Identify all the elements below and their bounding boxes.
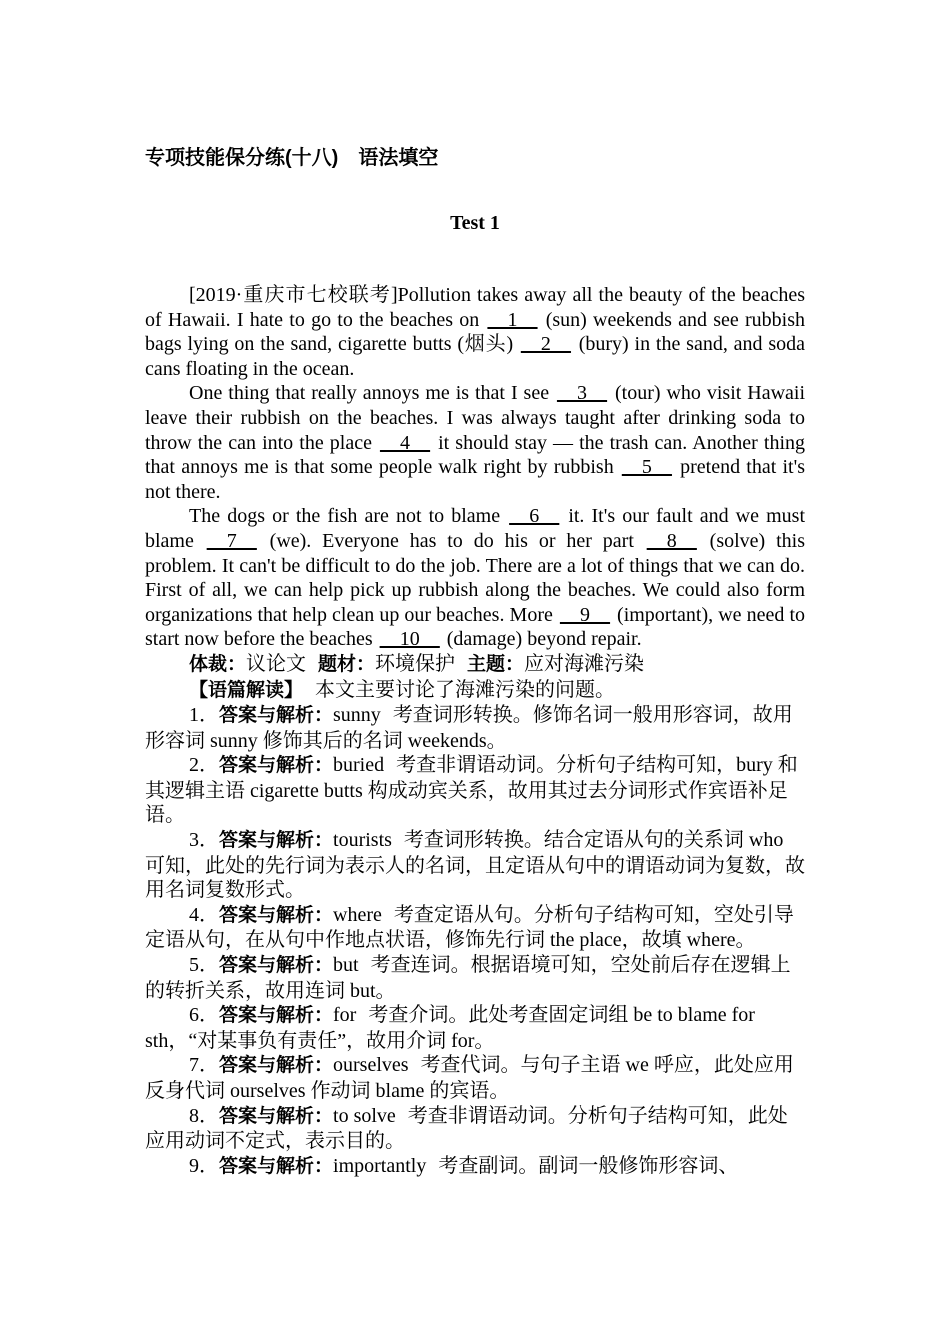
passage-text: it should stay — the trash can. Another thing that annoys me is that some people walk right by rubbish xyxy=(145,431,806,479)
theme-label: 主题： xyxy=(467,653,525,675)
passage-text: pretend that it's not there. xyxy=(145,456,805,503)
answer-item xyxy=(145,1154,805,1180)
answer-explanation: 考查非谓语动词。分析句子结构可知，bury 和其逻辑主语 cigarette butts 构成动宾关系，故用其过去分词形式作宾语补足语。 xyxy=(145,754,798,827)
blank-4: __4__ xyxy=(380,431,431,454)
answer-item xyxy=(145,753,805,828)
blank-5: __5__ xyxy=(621,456,672,479)
passage-text: [2019·重庆市七校联考]Pollution takes away all the beauty of the beaches of Hawaii. I hate to go to the beaches on xyxy=(145,284,805,331)
genre-value: 议论文 xyxy=(246,652,307,675)
passage-text: (important), we need to start now before the beaches xyxy=(145,603,806,651)
answer-explanation: 考查代词。与句子主语 we 呼应，此处应用反身代词 ourselves 作动词 blame 的宾语。 xyxy=(145,1054,794,1102)
answer-list xyxy=(145,703,805,1179)
answer-number: 7． xyxy=(189,1054,219,1077)
passage-text: (we). Everyone has to do his or her part xyxy=(258,529,645,552)
answer-label: 答案与解析： xyxy=(219,755,334,777)
answer-explanation: 考查连词。根据语境可知，空处前后存在逻辑上的转折关系，故用连词 but。 xyxy=(145,954,791,1002)
blank-10: __10__ xyxy=(379,628,440,651)
answer-explanation: 考查非谓语动词。分析句子结构可知，此处应用动词不定式，表示目的。 xyxy=(145,1104,788,1153)
answer-item xyxy=(145,903,805,953)
blank-9: __9__ xyxy=(559,603,610,626)
answer-value: importantly xyxy=(333,1154,427,1177)
passage-paragraph-3 xyxy=(145,504,805,652)
answer-explanation: 考查词形转换。修饰名词一般用形容词，故用形容词 sunny 修饰其后的名词 weekends。 xyxy=(145,704,793,752)
blank-2: __2__ xyxy=(520,333,571,356)
blank-7: __7__ xyxy=(206,529,257,552)
answer-item xyxy=(145,703,805,753)
test-heading: Test 1 xyxy=(450,212,500,234)
answer-value: where xyxy=(333,903,382,926)
answer-item xyxy=(145,1053,805,1103)
answer-item xyxy=(145,828,805,903)
answer-explanation: 考查定语从句。分析句子结构可知，空处引导定语从句，在从句中作地点状语，修饰先行词 the place，故填 where。 xyxy=(145,903,794,952)
reading-text: 本文主要讨论了海滩污染的问题。 xyxy=(315,678,616,701)
answer-number: 3． xyxy=(189,829,219,852)
answer-number: 5． xyxy=(189,954,219,977)
answer-value: tourists xyxy=(333,829,392,852)
answer-explanation: 考查介词。此处考查固定词组 be to blame for sth，“对某事负有责任”，故用介词 for。 xyxy=(145,1004,755,1052)
answer-value: buried xyxy=(333,754,385,777)
answer-label: 答案与解析： xyxy=(219,1005,334,1027)
genre-label: 体裁： xyxy=(189,653,247,675)
answer-explanation: 考查词形转换。结合定语从句的关系词 who 可知，此处的先行词为表示人的名词，且定语从句中的谓语动词为复数，故用名词复数形式。 xyxy=(145,829,805,902)
answer-value: sunny xyxy=(333,704,381,727)
passage-text: One thing that really annoys me is that I see xyxy=(189,382,556,405)
passage-text: (tour) who visit Hawaii leave their rubbish on the beaches. I was always taught after drinking soda to throw the can into the place xyxy=(145,382,805,454)
answer-label: 答案与解析： xyxy=(219,1055,334,1077)
answer-number: 4． xyxy=(189,903,219,926)
passage-paragraph-2 xyxy=(145,381,805,504)
answer-explanation: 考查副词。副词一般修饰形容词、 xyxy=(438,1154,739,1177)
passage-text: it. It's our fault and we must blame xyxy=(145,505,805,552)
answer-value: but xyxy=(333,954,359,977)
answer-item xyxy=(145,953,805,1003)
answer-number: 9． xyxy=(189,1154,219,1177)
answer-label: 答案与解析： xyxy=(219,955,334,977)
answer-label: 答案与解析： xyxy=(219,1105,334,1127)
passage-text: (solve) this problem. It can't be difficult to do the job. There are a lot of things that we can do. First of all, we can help pick up rubbish along the beaches. We could also form organizations that help clean up our beaches. More xyxy=(145,529,805,626)
passage-text: The dogs or the fish are not to blame xyxy=(189,505,508,528)
reading-summary xyxy=(145,678,805,704)
page-title: 专项技能保分练(十八) 语法填空 xyxy=(145,147,439,169)
answer-label: 答案与解析： xyxy=(219,904,334,926)
blank-8: __8__ xyxy=(646,529,697,552)
answer-item xyxy=(145,1104,805,1154)
answer-value: for xyxy=(333,1004,357,1027)
reading-label: 【语篇解读】 xyxy=(189,679,304,701)
blank-6: __6__ xyxy=(509,505,560,528)
answer-label: 答案与解析： xyxy=(219,705,334,727)
document-body xyxy=(145,283,805,1179)
passage-text: (bury) in the sand, and soda cans floating in the ocean. xyxy=(145,333,805,380)
blank-1: __1__ xyxy=(487,308,538,331)
answer-number: 6． xyxy=(189,1004,219,1027)
topic-label: 题材： xyxy=(318,653,376,675)
answer-number: 2． xyxy=(189,754,219,777)
theme-value: 应对海滩污染 xyxy=(524,652,645,675)
answer-number: 8． xyxy=(189,1104,219,1127)
answer-label: 答案与解析： xyxy=(219,830,334,852)
answer-value: to solve xyxy=(333,1104,396,1127)
passage-text: (sun) weekends and see rubbish bags lying on the sand, cigarette butts (烟头) xyxy=(145,308,805,356)
passage-text: (damage) beyond repair. xyxy=(441,628,642,651)
blank-3: __3__ xyxy=(557,382,608,405)
answer-label: 答案与解析： xyxy=(219,1155,334,1177)
answer-item xyxy=(145,1003,805,1053)
answer-number: 1． xyxy=(189,704,219,727)
meta-line xyxy=(145,652,805,678)
topic-value: 环境保护 xyxy=(375,652,456,675)
passage-paragraph-1 xyxy=(145,283,805,381)
answer-value: ourselves xyxy=(333,1054,409,1077)
